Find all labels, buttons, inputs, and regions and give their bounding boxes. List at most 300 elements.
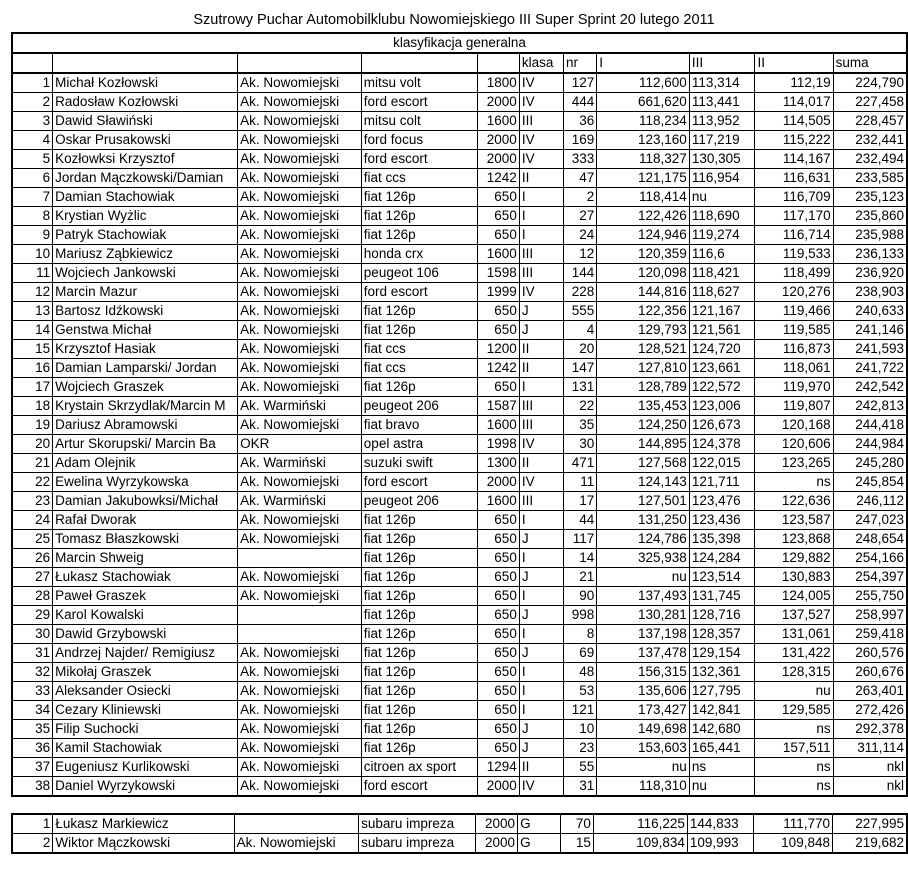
cell-car: fiat 126p	[361, 663, 477, 682]
cell-class: I	[519, 701, 563, 720]
table-row	[12, 245, 907, 264]
cell-capacity: 2000	[477, 131, 519, 150]
cell-capacity: 2000	[477, 150, 519, 169]
cell-class: I	[519, 188, 563, 207]
cell-run-2: 112,19	[755, 73, 833, 93]
cell-run-1: 130,281	[597, 606, 690, 625]
cell-car: opel astra	[361, 435, 477, 454]
cell-club: Ak. Nowomiejski	[238, 568, 362, 587]
cell-start-number: 36	[563, 112, 596, 131]
cell-driver: Mikołaj Graszek	[53, 663, 238, 682]
cell-capacity: 1600	[477, 112, 519, 131]
cell-start-number: 127	[563, 73, 596, 93]
cell-run-2: 119,466	[755, 302, 833, 321]
cell-start-number: 555	[563, 302, 596, 321]
cell-run-1: 661,620	[597, 93, 690, 112]
cell-position: 32	[12, 663, 53, 682]
cell-position: 12	[12, 283, 53, 302]
cell-club	[238, 549, 362, 568]
column-header-nr: nr	[563, 53, 596, 73]
cell-club: Ak. Nowomiejski	[238, 720, 362, 739]
cell-driver: Damian Jakubowksi/Michał	[53, 492, 238, 511]
cell-total: 246,112	[833, 492, 907, 511]
column-header-klasa: klasa	[519, 53, 563, 73]
cell-capacity: 2000	[477, 93, 519, 112]
cell-run-3: 128,357	[689, 625, 755, 644]
cell-run-3: 121,561	[689, 321, 755, 340]
cell-run-1: 137,493	[597, 587, 690, 606]
cell-class: IV	[519, 473, 563, 492]
cell-run-1: 144,895	[597, 435, 690, 454]
cell-start-number: 22	[563, 397, 596, 416]
cell-start-number: 44	[563, 511, 596, 530]
cell-position: 8	[12, 207, 53, 226]
cell-club	[234, 814, 358, 834]
column-header	[361, 53, 477, 73]
cell-capacity: 650	[477, 587, 519, 606]
column-header-run-3: III	[689, 53, 755, 73]
table-row	[12, 568, 907, 587]
cell-club: Ak. Nowomiejski	[238, 473, 362, 492]
cell-club: Ak. Nowomiejski	[238, 340, 362, 359]
cell-class: I	[519, 682, 563, 701]
cell-class: IV	[519, 435, 563, 454]
cell-run-1: 123,160	[597, 131, 690, 150]
cell-run-1: 135,606	[597, 682, 690, 701]
cell-total: 232,441	[833, 131, 907, 150]
cell-run-2: 116,873	[755, 340, 833, 359]
cell-capacity: 1598	[477, 264, 519, 283]
cell-driver: Oskar Prusakowski	[53, 131, 238, 150]
cell-position: 9	[12, 226, 53, 245]
cell-total: 228,457	[833, 112, 907, 131]
cell-run-1: 124,250	[597, 416, 690, 435]
cell-position: 17	[12, 378, 53, 397]
cell-driver: Wojciech Graszek	[53, 378, 238, 397]
cell-car: fiat ccs	[361, 169, 477, 188]
cell-run-3: 117,219	[689, 131, 755, 150]
cell-club: Ak. Nowomiejski	[238, 321, 362, 340]
cell-position: 2	[12, 834, 53, 854]
cell-run-3: 113,314	[689, 73, 755, 93]
cell-capacity: 650	[477, 549, 519, 568]
cell-car: mitsu volt	[361, 73, 477, 93]
cell-total: 254,397	[833, 568, 907, 587]
cell-capacity: 1242	[477, 359, 519, 378]
cell-position: 14	[12, 321, 53, 340]
cell-position: 33	[12, 682, 53, 701]
cell-run-2: 120,276	[755, 283, 833, 302]
cell-start-number: 47	[563, 169, 596, 188]
cell-car: fiat 126p	[361, 321, 477, 340]
cell-start-number: 2	[563, 188, 596, 207]
cell-class: III	[519, 397, 563, 416]
cell-run-1: 149,698	[597, 720, 690, 739]
cell-run-1: 109,834	[593, 834, 687, 854]
table-row	[12, 435, 907, 454]
table-row	[12, 188, 907, 207]
cell-run-3: 131,745	[689, 587, 755, 606]
table-row	[12, 416, 907, 435]
cell-start-number: 117	[563, 530, 596, 549]
cell-capacity: 2000	[477, 777, 519, 797]
cell-capacity: 1998	[477, 435, 519, 454]
cell-driver: Artur Skorupski/ Marcin Ba	[53, 435, 238, 454]
cell-start-number: 31	[563, 777, 596, 797]
cell-driver: Damian Stachowiak	[53, 188, 238, 207]
cell-capacity: 650	[477, 530, 519, 549]
cell-run-3: 118,627	[689, 283, 755, 302]
cell-start-number: 144	[563, 264, 596, 283]
table-row	[12, 150, 907, 169]
cell-class: J	[519, 568, 563, 587]
cell-driver: Tomasz Błaszkowski	[53, 530, 238, 549]
cell-run-2: 119,970	[755, 378, 833, 397]
cell-driver: Karol Kowalski	[53, 606, 238, 625]
cell-driver: Wiktor Mączkowski	[53, 834, 234, 854]
cell-run-3: 165,441	[689, 739, 755, 758]
cell-club: Ak. Nowomiejski	[238, 777, 362, 797]
cell-capacity: 2000	[477, 473, 519, 492]
cell-driver: Marcin Shweig	[53, 549, 238, 568]
cell-position: 31	[12, 644, 53, 663]
cell-run-3: 122,572	[689, 378, 755, 397]
cell-total: 244,984	[833, 435, 907, 454]
cell-driver: Kozłowksi Krzysztof	[53, 150, 238, 169]
cell-run-2: 157,511	[755, 739, 833, 758]
cell-total: 311,114	[833, 739, 907, 758]
cell-capacity: 1242	[477, 169, 519, 188]
cell-run-3: 113,441	[689, 93, 755, 112]
cell-capacity: 650	[477, 625, 519, 644]
cell-class: III	[519, 492, 563, 511]
cell-car: fiat 126p	[361, 644, 477, 663]
cell-run-3: 129,154	[689, 644, 755, 663]
column-header	[53, 53, 238, 73]
cell-total: 260,576	[833, 644, 907, 663]
cell-run-1: 127,501	[597, 492, 690, 511]
table-row	[12, 93, 907, 112]
cell-run-2: 129,585	[755, 701, 833, 720]
cell-club: Ak. Nowomiejski	[238, 283, 362, 302]
cell-capacity: 650	[477, 302, 519, 321]
table-row	[12, 777, 907, 797]
table-row	[12, 587, 907, 606]
cell-run-2: 118,499	[755, 264, 833, 283]
cell-position: 6	[12, 169, 53, 188]
cell-run-1: 156,315	[597, 663, 690, 682]
cell-run-1: 137,198	[597, 625, 690, 644]
cell-club: Ak. Nowomiejski	[238, 682, 362, 701]
cell-run-1: 124,946	[597, 226, 690, 245]
cell-run-3: 119,274	[689, 226, 755, 245]
cell-class: II	[519, 359, 563, 378]
cell-driver: Łukasz Stachowiak	[53, 568, 238, 587]
cell-start-number: 20	[563, 340, 596, 359]
cell-car: honda crx	[361, 245, 477, 264]
cell-driver: Eugeniusz Kurlikowski	[53, 758, 238, 777]
cell-run-1: 118,327	[597, 150, 690, 169]
cell-capacity: 650	[477, 321, 519, 340]
cell-run-2: 114,017	[755, 93, 833, 112]
cell-class: J	[519, 720, 563, 739]
cell-run-1: 173,427	[597, 701, 690, 720]
table-row	[12, 73, 907, 93]
cell-run-3: 122,015	[689, 454, 755, 473]
cell-run-1: 128,789	[597, 378, 690, 397]
cell-run-2: 128,315	[755, 663, 833, 682]
column-header	[477, 53, 519, 73]
cell-club: Ak. Nowomiejski	[238, 73, 362, 93]
cell-run-3: 135,398	[689, 530, 755, 549]
table-row	[12, 378, 907, 397]
cell-driver: Adam Olejnik	[53, 454, 238, 473]
cell-run-1: 127,810	[597, 359, 690, 378]
cell-driver: Krzysztof Hasiak	[53, 340, 238, 359]
cell-club: Ak. Nowomiejski	[238, 739, 362, 758]
cell-run-1: 144,816	[597, 283, 690, 302]
cell-run-2: 123,868	[755, 530, 833, 549]
cell-run-1: 325,938	[597, 549, 690, 568]
cell-capacity: 1600	[477, 492, 519, 511]
table-row	[12, 131, 907, 150]
cell-start-number: 70	[560, 814, 593, 834]
cell-run-2: 119,585	[755, 321, 833, 340]
cell-start-number: 53	[563, 682, 596, 701]
cell-club: Ak. Nowomiejski	[238, 226, 362, 245]
cell-car: fiat ccs	[361, 359, 477, 378]
cell-car: subaru impreza	[359, 814, 476, 834]
cell-class: II	[519, 454, 563, 473]
cell-car: ford focus	[361, 131, 477, 150]
cell-run-1: 122,426	[597, 207, 690, 226]
cell-run-3: 123,661	[689, 359, 755, 378]
cell-car: subaru impreza	[359, 834, 476, 854]
table-row	[12, 397, 907, 416]
cell-club: Ak. Nowomiejski	[238, 701, 362, 720]
cell-driver: Cezary Kliniewski	[53, 701, 238, 720]
cell-car: citroen ax sport	[361, 758, 477, 777]
cell-run-3: 121,167	[689, 302, 755, 321]
cell-run-2: 111,770	[753, 814, 832, 834]
cell-driver: Damian Lamparski/ Jordan	[53, 359, 238, 378]
cell-club	[238, 606, 362, 625]
cell-club: Ak. Nowomiejski	[238, 150, 362, 169]
table-row	[12, 302, 907, 321]
cell-run-3: 128,716	[689, 606, 755, 625]
cell-run-3: 113,952	[689, 112, 755, 131]
cell-run-3: 123,006	[689, 397, 755, 416]
cell-position: 3	[12, 112, 53, 131]
cell-capacity: 650	[477, 720, 519, 739]
cell-position: 13	[12, 302, 53, 321]
cell-run-2: 129,882	[755, 549, 833, 568]
cell-run-2: ns	[755, 473, 833, 492]
cell-car: fiat 126p	[361, 226, 477, 245]
cell-capacity: 2000	[475, 814, 517, 834]
cell-position: 29	[12, 606, 53, 625]
cell-start-number: 333	[563, 150, 596, 169]
cell-start-number: 21	[563, 568, 596, 587]
cell-class: I	[519, 625, 563, 644]
cell-capacity: 1999	[477, 283, 519, 302]
cell-driver: Paweł Graszek	[53, 587, 238, 606]
cell-position: 28	[12, 587, 53, 606]
cell-run-2: 116,709	[755, 188, 833, 207]
cell-club: Ak. Nowomiejski	[238, 359, 362, 378]
table-row	[12, 283, 907, 302]
cell-class: IV	[519, 93, 563, 112]
column-header-suma: suma	[833, 53, 907, 73]
cell-driver: Krystain Skrzydlak/Marcin M	[53, 397, 238, 416]
cell-run-2: 114,167	[755, 150, 833, 169]
cell-position: 25	[12, 530, 53, 549]
cell-club: Ak. Nowomiejski	[238, 416, 362, 435]
cell-run-2: 131,061	[755, 625, 833, 644]
cell-capacity: 1300	[477, 454, 519, 473]
cell-run-1: 121,175	[597, 169, 690, 188]
cell-run-2: 119,807	[755, 397, 833, 416]
cell-run-3: 118,421	[689, 264, 755, 283]
cell-club: Ak. Nowomiejski	[238, 530, 362, 549]
cell-total: 248,654	[833, 530, 907, 549]
cell-car: fiat 126p	[361, 302, 477, 321]
cell-run-3: 124,284	[689, 549, 755, 568]
cell-start-number: 55	[563, 758, 596, 777]
cell-run-3: 109,993	[687, 834, 753, 854]
cell-total: 260,676	[833, 663, 907, 682]
cell-driver: Łukasz Markiewicz	[53, 814, 234, 834]
column-header	[238, 53, 362, 73]
cell-run-1: 124,786	[597, 530, 690, 549]
cell-class: IV	[519, 150, 563, 169]
cell-position: 18	[12, 397, 53, 416]
cell-total: 242,542	[833, 378, 907, 397]
cell-club: Ak. Nowomiejski	[238, 264, 362, 283]
cell-capacity: 650	[477, 606, 519, 625]
cell-class: I	[519, 587, 563, 606]
cell-class: J	[519, 739, 563, 758]
cell-car: fiat 126p	[361, 188, 477, 207]
cell-run-1: 118,414	[597, 188, 690, 207]
cell-class: J	[519, 644, 563, 663]
cell-start-number: 121	[563, 701, 596, 720]
cell-position: 34	[12, 701, 53, 720]
cell-run-3: 123,514	[689, 568, 755, 587]
cell-run-3: 132,361	[689, 663, 755, 682]
cell-total: 259,418	[833, 625, 907, 644]
cell-capacity: 1200	[477, 340, 519, 359]
cell-position: 2	[12, 93, 53, 112]
cell-club: Ak. Nowomiejski	[238, 587, 362, 606]
cell-position: 22	[12, 473, 53, 492]
cell-car: fiat 126p	[361, 549, 477, 568]
cell-run-1: 120,098	[597, 264, 690, 283]
cell-club: Ak. Nowomiejski	[238, 169, 362, 188]
cell-club: Ak. Nowomiejski	[238, 131, 362, 150]
cell-position: 37	[12, 758, 53, 777]
table-row	[12, 606, 907, 625]
cell-driver: Michał Kozłowski	[53, 73, 238, 93]
cell-club: Ak. Nowomiejski	[238, 378, 362, 397]
cell-class: I	[519, 207, 563, 226]
cell-driver: Genstwa Michał	[53, 321, 238, 340]
cell-car: fiat 126p	[361, 568, 477, 587]
cell-driver: Bartosz Idźkowski	[53, 302, 238, 321]
table-row	[12, 663, 907, 682]
cell-run-3: nu	[689, 777, 755, 797]
table-row	[12, 492, 907, 511]
cell-driver: Dariusz Abramowski	[53, 416, 238, 435]
cell-run-1: nu	[597, 758, 690, 777]
cell-run-3: 127,795	[689, 682, 755, 701]
cell-driver: Radosław Kozłowski	[53, 93, 238, 112]
cell-car: suzuki swift	[361, 454, 477, 473]
cell-run-3: 123,436	[689, 511, 755, 530]
cell-capacity: 650	[477, 226, 519, 245]
cell-total: 236,920	[833, 264, 907, 283]
cell-total: 236,133	[833, 245, 907, 264]
cell-club: Ak. Nowomiejski	[238, 663, 362, 682]
cell-class: II	[519, 758, 563, 777]
cell-position: 36	[12, 739, 53, 758]
cell-car: peugeot 206	[361, 492, 477, 511]
cell-run-2: 114,505	[755, 112, 833, 131]
cell-club: Ak. Nowomiejski	[238, 93, 362, 112]
table-row	[12, 644, 907, 663]
cell-club: Ak. Nowomiejski	[238, 758, 362, 777]
cell-position: 19	[12, 416, 53, 435]
cell-car: fiat 126p	[361, 587, 477, 606]
cell-driver: Wojciech Jankowski	[53, 264, 238, 283]
cell-driver: Filip Suchocki	[53, 720, 238, 739]
cell-capacity: 1600	[477, 245, 519, 264]
cell-run-1: 131,250	[597, 511, 690, 530]
cell-start-number: 27	[563, 207, 596, 226]
cell-run-3: 118,690	[689, 207, 755, 226]
cell-capacity: 650	[477, 568, 519, 587]
cell-total: 240,633	[833, 302, 907, 321]
cell-total: 263,401	[833, 682, 907, 701]
cell-position: 4	[12, 131, 53, 150]
cell-class: III	[519, 416, 563, 435]
cell-position: 1	[12, 73, 53, 93]
cell-start-number: 169	[563, 131, 596, 150]
cell-class: J	[519, 530, 563, 549]
cell-position: 38	[12, 777, 53, 797]
cell-run-1: 128,521	[597, 340, 690, 359]
cell-total: 219,682	[832, 834, 907, 854]
cell-car: fiat 126p	[361, 682, 477, 701]
cell-run-2: 115,222	[755, 131, 833, 150]
cell-position: 11	[12, 264, 53, 283]
cell-run-2: 137,527	[755, 606, 833, 625]
cell-driver: Andrzej Najder/ Remigiusz	[53, 644, 238, 663]
cell-run-2: ns	[755, 777, 833, 797]
table-row	[12, 511, 907, 530]
cell-position: 20	[12, 435, 53, 454]
cell-capacity: 650	[477, 644, 519, 663]
cell-run-2: 124,005	[755, 587, 833, 606]
cell-total: 245,280	[833, 454, 907, 473]
cell-driver: Dawid Sławiński	[53, 112, 238, 131]
cell-capacity: 650	[477, 739, 519, 758]
column-header	[12, 53, 53, 73]
cell-car: fiat 126p	[361, 625, 477, 644]
cell-car: fiat bravo	[361, 416, 477, 435]
cell-run-3: 144,833	[687, 814, 753, 834]
cell-run-2: 130,883	[755, 568, 833, 587]
